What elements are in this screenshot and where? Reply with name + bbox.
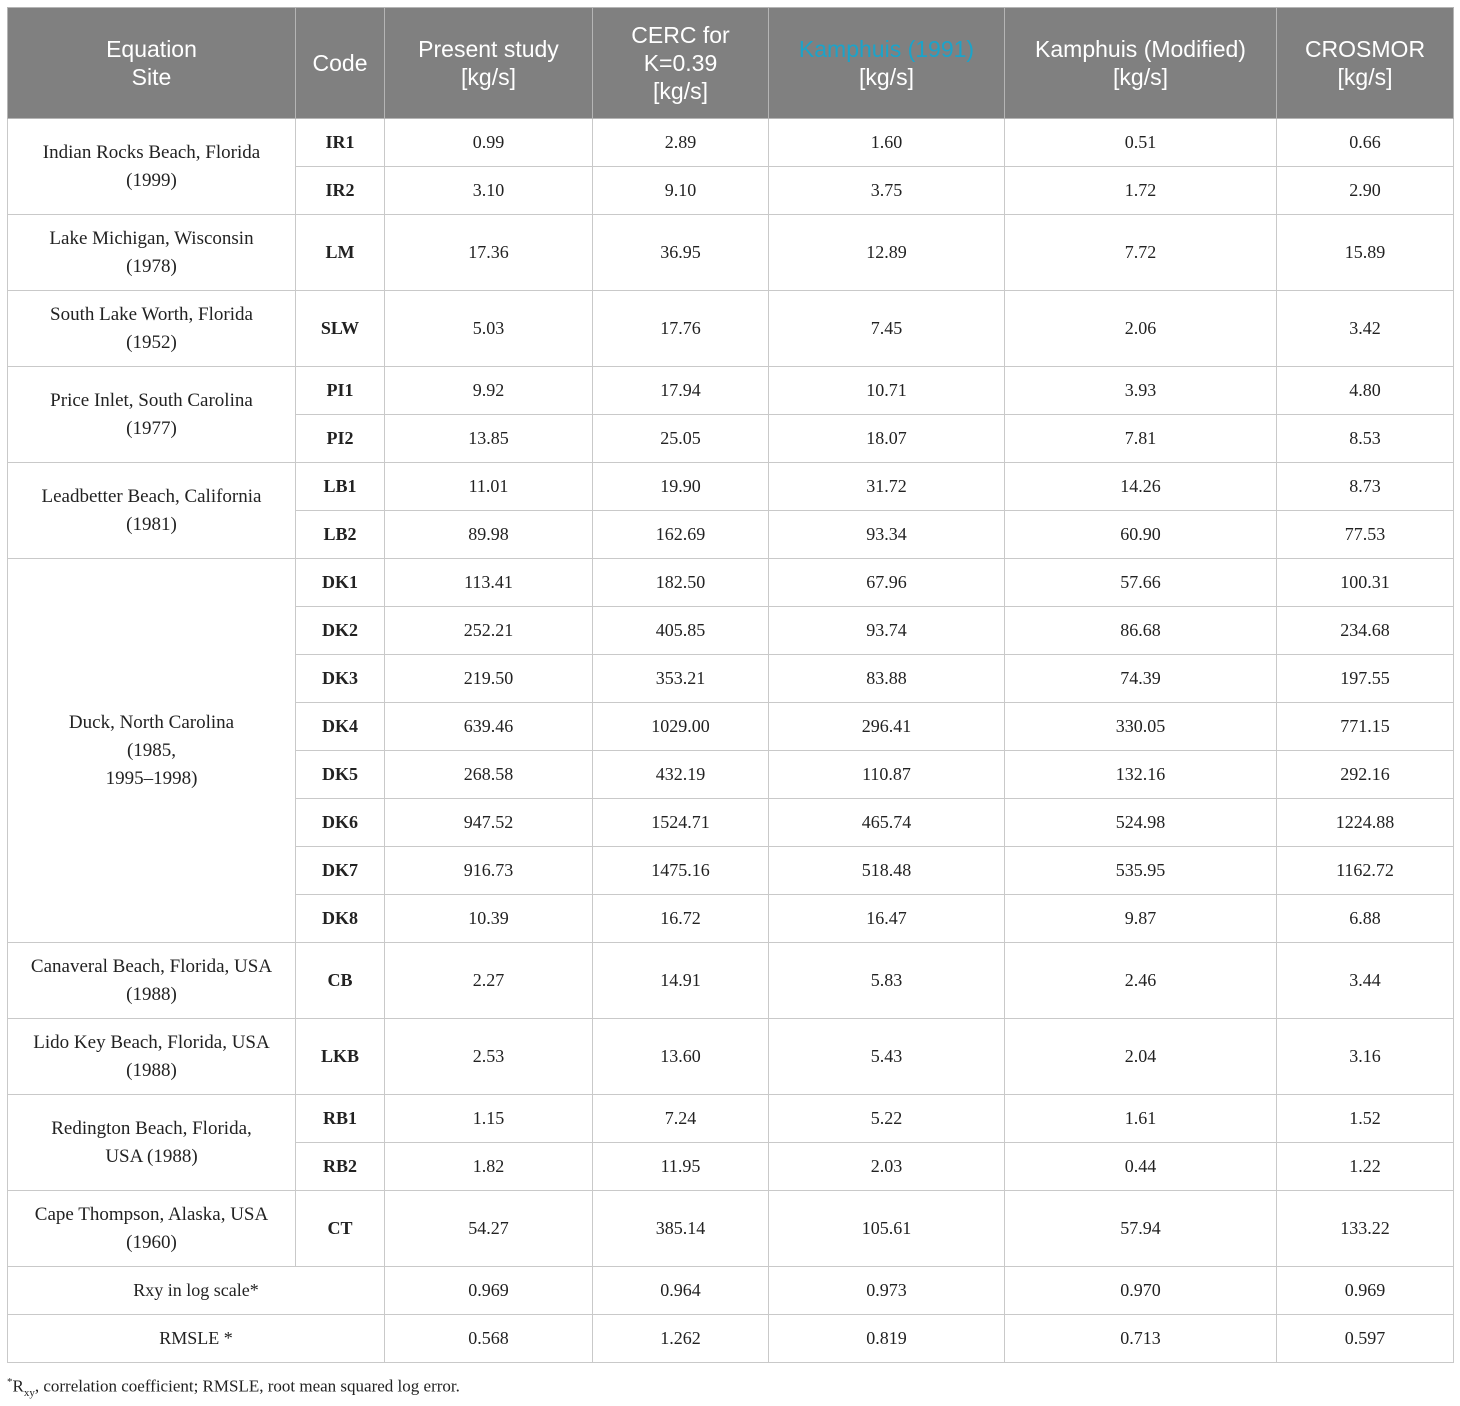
site-cell: South Lake Worth, Florida (1952) — [8, 291, 296, 367]
header-kamphuis-modified: Kamphuis (Modified) [kg/s] — [1005, 8, 1277, 119]
code-cell: CB — [296, 943, 385, 1019]
crosmor-cell: 234.68 — [1277, 607, 1454, 655]
kamphuis-mod-cell: 57.94 — [1005, 1191, 1277, 1267]
present-cell: 0.969 — [385, 1267, 593, 1315]
code-cell: PI2 — [296, 415, 385, 463]
table-footnote: $^*R_{xy}$, correlation coefficient; RMSLE, root mean squared log error. — [7, 1376, 460, 1400]
code-cell: LB1 — [296, 463, 385, 511]
kamphuis-mod-cell: 60.90 — [1005, 511, 1277, 559]
cerc-cell: 1.262 — [593, 1315, 769, 1363]
crosmor-cell: 3.42 — [1277, 291, 1454, 367]
site-cell: Duck, North Carolina (1985, 1995–1998) — [8, 559, 296, 943]
crosmor-cell: 8.53 — [1277, 415, 1454, 463]
crosmor-cell: 2.90 — [1277, 167, 1454, 215]
cerc-cell: 11.95 — [593, 1143, 769, 1191]
code-cell: DK7 — [296, 847, 385, 895]
cerc-cell: 17.76 — [593, 291, 769, 367]
kamphuis-mod-cell: 3.93 — [1005, 367, 1277, 415]
table-row — [8, 1095, 1454, 1143]
summary-row-rmsle — [8, 1315, 1454, 1363]
header-code: Code — [296, 8, 385, 119]
cerc-cell: 385.14 — [593, 1191, 769, 1267]
cerc-cell: 13.60 — [593, 1019, 769, 1095]
present-cell: 947.52 — [385, 799, 593, 847]
header-row — [8, 8, 1454, 119]
table-row — [8, 215, 1454, 291]
table-row — [8, 119, 1454, 167]
sediment-transport-table — [7, 7, 1454, 1363]
cerc-cell: 19.90 — [593, 463, 769, 511]
kamphuis-cell: 7.45 — [769, 291, 1005, 367]
present-cell: 2.27 — [385, 943, 593, 1019]
cerc-cell: 1524.71 — [593, 799, 769, 847]
cerc-cell: 182.50 — [593, 559, 769, 607]
kamphuis-cell: 518.48 — [769, 847, 1005, 895]
present-cell: 0.99 — [385, 119, 593, 167]
kamphuis-cell: 465.74 — [769, 799, 1005, 847]
table-row — [8, 463, 1454, 511]
code-cell: LM — [296, 215, 385, 291]
present-cell: 0.568 — [385, 1315, 593, 1363]
kamphuis-mod-cell: 132.16 — [1005, 751, 1277, 799]
crosmor-cell: 1.52 — [1277, 1095, 1454, 1143]
summary-label: RMSLE * — [8, 1315, 385, 1363]
crosmor-cell: 0.969 — [1277, 1267, 1454, 1315]
kamphuis-cell: 83.88 — [769, 655, 1005, 703]
kamphuis-mod-cell: 0.970 — [1005, 1267, 1277, 1315]
present-cell: 113.41 — [385, 559, 593, 607]
summary-row-rxy — [8, 1267, 1454, 1315]
code-cell: DK6 — [296, 799, 385, 847]
kamphuis-mod-cell: 1.61 — [1005, 1095, 1277, 1143]
header-kamphuis-1991: Kamphuis (1991) [kg/s] — [769, 8, 1005, 119]
kamphuis-cell: 67.96 — [769, 559, 1005, 607]
kamphuis-cell: 31.72 — [769, 463, 1005, 511]
cerc-cell: 432.19 — [593, 751, 769, 799]
crosmor-cell: 0.597 — [1277, 1315, 1454, 1363]
kamphuis-cell: 0.973 — [769, 1267, 1005, 1315]
kamphuis-cell: 2.03 — [769, 1143, 1005, 1191]
present-cell: 89.98 — [385, 511, 593, 559]
present-cell: 3.10 — [385, 167, 593, 215]
kamphuis-cell: 5.83 — [769, 943, 1005, 1019]
cerc-cell: 17.94 — [593, 367, 769, 415]
present-cell: 13.85 — [385, 415, 593, 463]
kamphuis-mod-cell: 57.66 — [1005, 559, 1277, 607]
crosmor-cell: 197.55 — [1277, 655, 1454, 703]
present-cell: 252.21 — [385, 607, 593, 655]
crosmor-cell: 77.53 — [1277, 511, 1454, 559]
kamphuis-cell: 18.07 — [769, 415, 1005, 463]
table-row — [8, 1191, 1454, 1267]
kamphuis-mod-cell: 2.04 — [1005, 1019, 1277, 1095]
code-cell: CT — [296, 1191, 385, 1267]
kamphuis-cell: 16.47 — [769, 895, 1005, 943]
kamphuis-mod-cell: 9.87 — [1005, 895, 1277, 943]
cerc-cell: 14.91 — [593, 943, 769, 1019]
kamphuis-mod-cell: 524.98 — [1005, 799, 1277, 847]
kamphuis-mod-cell: 1.72 — [1005, 167, 1277, 215]
crosmor-cell: 6.88 — [1277, 895, 1454, 943]
crosmor-cell: 4.80 — [1277, 367, 1454, 415]
present-cell: 268.58 — [385, 751, 593, 799]
code-cell: IR2 — [296, 167, 385, 215]
kamphuis-cell: 105.61 — [769, 1191, 1005, 1267]
crosmor-cell: 100.31 — [1277, 559, 1454, 607]
site-cell: Leadbetter Beach, California (1981) — [8, 463, 296, 559]
header-crosmor: CROSMOR [kg/s] — [1277, 8, 1454, 119]
present-cell: 5.03 — [385, 291, 593, 367]
cerc-cell: 0.964 — [593, 1267, 769, 1315]
kamphuis-cell: 0.819 — [769, 1315, 1005, 1363]
crosmor-cell: 1162.72 — [1277, 847, 1454, 895]
table-row — [8, 291, 1454, 367]
kamphuis-mod-cell: 2.06 — [1005, 291, 1277, 367]
crosmor-cell: 0.66 — [1277, 119, 1454, 167]
cerc-cell: 16.72 — [593, 895, 769, 943]
kamphuis-cell: 12.89 — [769, 215, 1005, 291]
kamphuis-mod-cell: 2.46 — [1005, 943, 1277, 1019]
code-cell: SLW — [296, 291, 385, 367]
kamphuis-mod-cell: 535.95 — [1005, 847, 1277, 895]
kamphuis-1991-link[interactable]: Kamphuis (1991) — [798, 36, 975, 62]
header-present-study: Present study [kg/s] — [385, 8, 593, 119]
code-cell: DK1 — [296, 559, 385, 607]
table-row — [8, 943, 1454, 1019]
kamphuis-cell: 110.87 — [769, 751, 1005, 799]
cerc-cell: 405.85 — [593, 607, 769, 655]
header-cerc: CERC for K=0.39 [kg/s] — [593, 8, 769, 119]
kamphuis-cell: 93.74 — [769, 607, 1005, 655]
crosmor-cell: 771.15 — [1277, 703, 1454, 751]
kamphuis-mod-cell: 86.68 — [1005, 607, 1277, 655]
code-cell: DK8 — [296, 895, 385, 943]
site-cell: Cape Thompson, Alaska, USA (1960) — [8, 1191, 296, 1267]
kamphuis-mod-cell: 0.44 — [1005, 1143, 1277, 1191]
table-row — [8, 1019, 1454, 1095]
kamphuis-mod-cell: 74.39 — [1005, 655, 1277, 703]
kamphuis-cell: 296.41 — [769, 703, 1005, 751]
header-equation-site: Equation Site — [8, 8, 296, 119]
site-cell: Canaveral Beach, Florida, USA (1988) — [8, 943, 296, 1019]
crosmor-cell: 1224.88 — [1277, 799, 1454, 847]
code-cell: RB1 — [296, 1095, 385, 1143]
site-cell: Redington Beach, Florida, USA (1988) — [8, 1095, 296, 1191]
site-cell: Lake Michigan, Wisconsin (1978) — [8, 215, 296, 291]
kamphuis-cell: 10.71 — [769, 367, 1005, 415]
kamphuis-cell: 93.34 — [769, 511, 1005, 559]
kamphuis-mod-cell: 330.05 — [1005, 703, 1277, 751]
crosmor-cell: 15.89 — [1277, 215, 1454, 291]
present-cell: 2.53 — [385, 1019, 593, 1095]
present-cell: 10.39 — [385, 895, 593, 943]
crosmor-cell: 133.22 — [1277, 1191, 1454, 1267]
site-cell: Lido Key Beach, Florida, USA (1988) — [8, 1019, 296, 1095]
code-cell: IR1 — [296, 119, 385, 167]
table-row — [8, 367, 1454, 415]
present-cell: 219.50 — [385, 655, 593, 703]
code-cell: DK3 — [296, 655, 385, 703]
code-cell: RB2 — [296, 1143, 385, 1191]
present-cell: 1.15 — [385, 1095, 593, 1143]
code-cell: LB2 — [296, 511, 385, 559]
cerc-cell: 25.05 — [593, 415, 769, 463]
site-cell: Indian Rocks Beach, Florida (1999) — [8, 119, 296, 215]
crosmor-cell: 1.22 — [1277, 1143, 1454, 1191]
kamphuis-cell: 1.60 — [769, 119, 1005, 167]
cerc-cell: 9.10 — [593, 167, 769, 215]
present-cell: 916.73 — [385, 847, 593, 895]
present-cell: 639.46 — [385, 703, 593, 751]
cerc-cell: 1029.00 — [593, 703, 769, 751]
kamphuis-cell: 5.43 — [769, 1019, 1005, 1095]
cerc-cell: 353.21 — [593, 655, 769, 703]
site-cell: Price Inlet, South Carolina (1977) — [8, 367, 296, 463]
code-cell: PI1 — [296, 367, 385, 415]
kamphuis-mod-cell: 7.81 — [1005, 415, 1277, 463]
code-cell: DK5 — [296, 751, 385, 799]
code-cell: LKB — [296, 1019, 385, 1095]
cerc-cell: 7.24 — [593, 1095, 769, 1143]
present-cell: 54.27 — [385, 1191, 593, 1267]
code-cell: DK4 — [296, 703, 385, 751]
cerc-cell: 162.69 — [593, 511, 769, 559]
kamphuis-mod-cell: 0.51 — [1005, 119, 1277, 167]
summary-label: Rxy in log scale* — [8, 1267, 385, 1315]
present-cell: 1.82 — [385, 1143, 593, 1191]
present-cell: 11.01 — [385, 463, 593, 511]
cerc-cell: 36.95 — [593, 215, 769, 291]
kamphuis-mod-cell: 0.713 — [1005, 1315, 1277, 1363]
crosmor-cell: 3.16 — [1277, 1019, 1454, 1095]
kamphuis-mod-cell: 14.26 — [1005, 463, 1277, 511]
cerc-cell: 1475.16 — [593, 847, 769, 895]
kamphuis-cell: 5.22 — [769, 1095, 1005, 1143]
present-cell: 17.36 — [385, 215, 593, 291]
code-cell: DK2 — [296, 607, 385, 655]
cerc-cell: 2.89 — [593, 119, 769, 167]
table-row — [8, 559, 1454, 607]
crosmor-cell: 292.16 — [1277, 751, 1454, 799]
kamphuis-mod-cell: 7.72 — [1005, 215, 1277, 291]
crosmor-cell: 8.73 — [1277, 463, 1454, 511]
present-cell: 9.92 — [385, 367, 593, 415]
crosmor-cell: 3.44 — [1277, 943, 1454, 1019]
kamphuis-cell: 3.75 — [769, 167, 1005, 215]
